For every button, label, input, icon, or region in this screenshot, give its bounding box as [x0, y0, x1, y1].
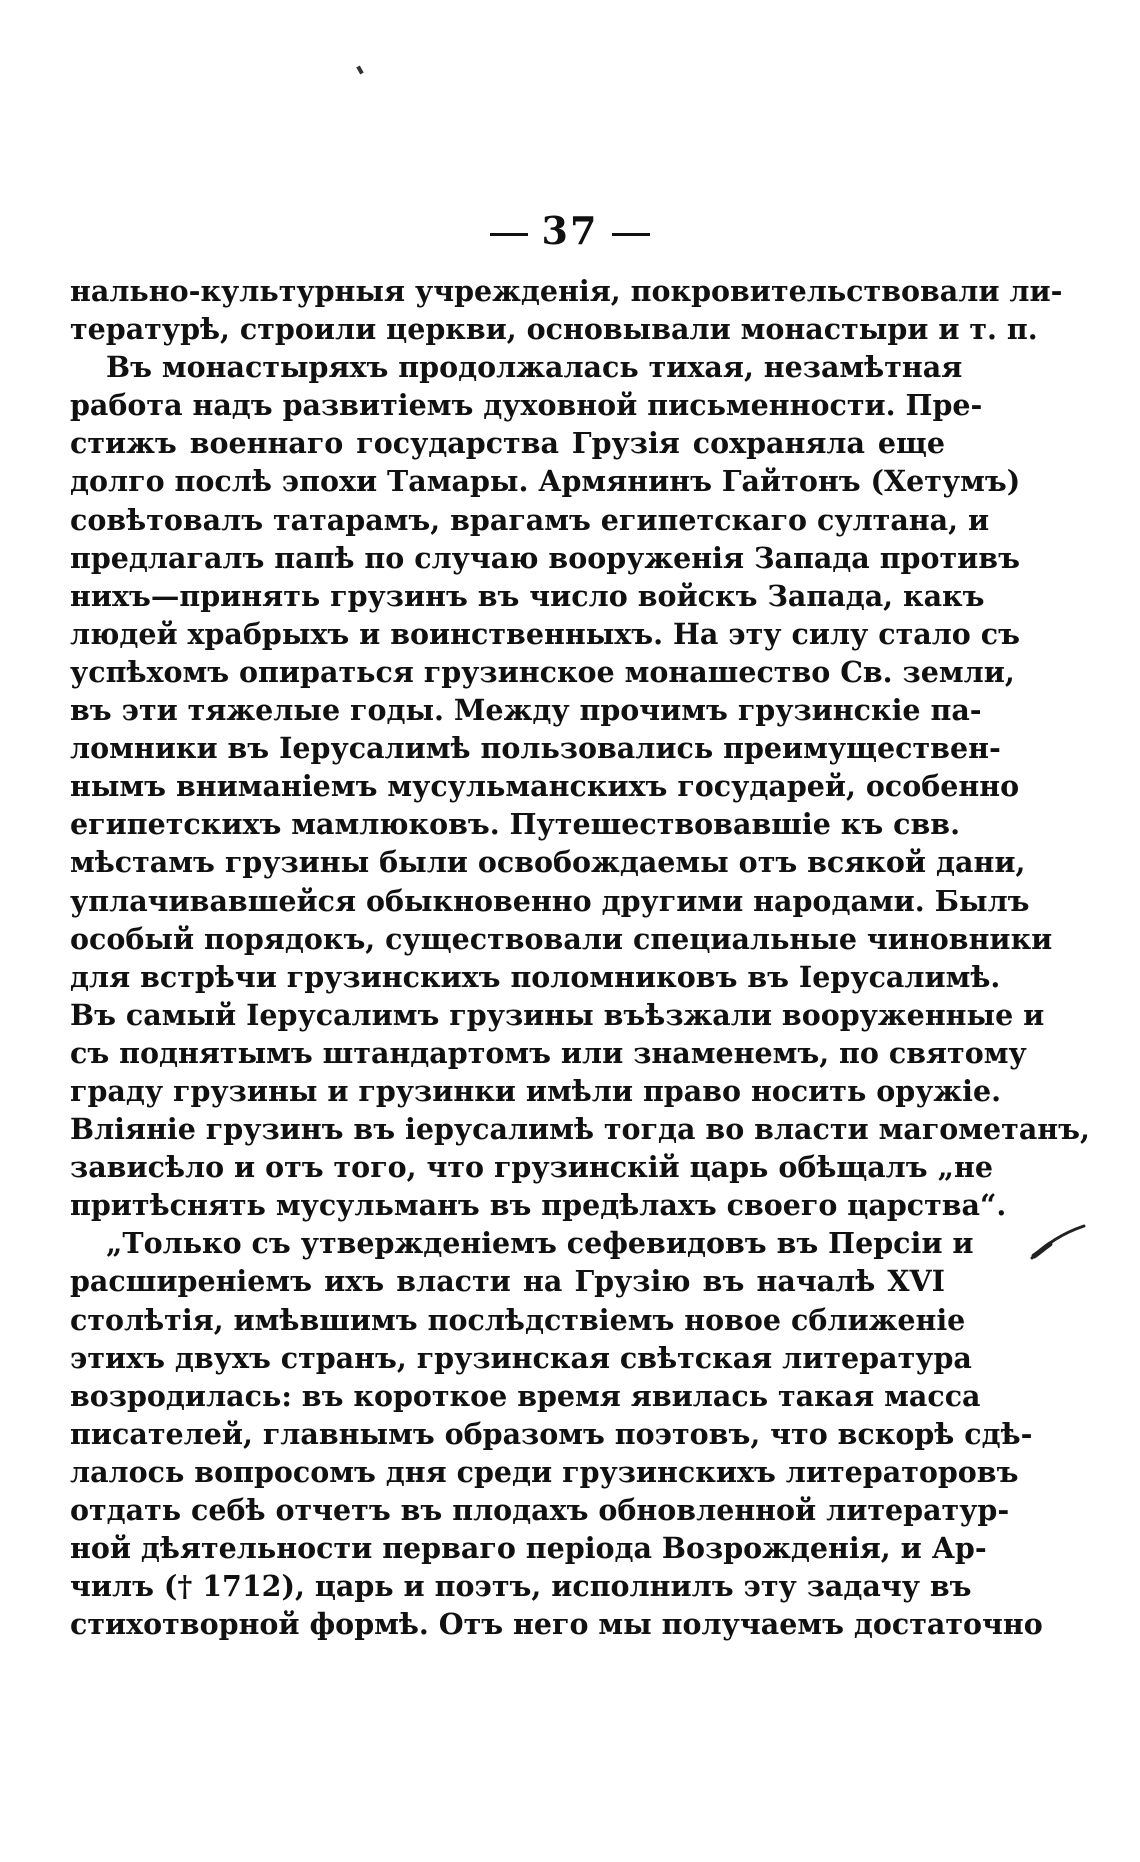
text-line: „Только съ утвержденіемъ сефевидовъ въ Персіи и	[106, 1226, 974, 1261]
left-dash	[490, 233, 528, 236]
text-line: мѣстамъ грузины были освобождаемы отъ всякой дани,	[70, 845, 1026, 880]
text-line: писателей, главнымъ образомъ поэтовъ, что вскорѣ сдѣ-	[70, 1416, 1033, 1451]
text-line: Въ самый Іерусалимъ грузины въѣзжали вооруженные и	[70, 997, 1045, 1032]
text-line: Въ монастыряхъ продолжалась тихая, незамѣтная	[106, 350, 963, 385]
ink-speck	[356, 66, 363, 75]
text-line: предлагалъ папѣ по случаю вооруженія Запада противъ	[70, 540, 1020, 575]
text-line: притѣснять мусульманъ въ предѣлахъ своего царства“.	[70, 1188, 1007, 1223]
text-line: успѣхомъ опираться грузинское монашество Св. земли,	[70, 654, 1015, 689]
text-line: ной дѣятельности перваго періода Возрожденія, и Ар-	[70, 1531, 987, 1566]
pencil-mark-icon	[1030, 1222, 1086, 1262]
text-line: зависѣло и отъ того, что грузинскій царь обѣщалъ „не	[70, 1150, 993, 1185]
text-line: стижъ военнаго государства Грузія сохраняла еще	[70, 426, 945, 461]
text-line: египетскихъ мамлюковъ. Путешествовавшіе къ свв.	[70, 807, 960, 842]
right-dash	[612, 233, 650, 236]
text-line: возродилась: въ короткое время явилась такая масса	[70, 1378, 981, 1413]
text-line: съ поднятымъ штандартомъ или знаменемъ, по святому	[70, 1035, 1027, 1070]
page-number-header	[0, 208, 1140, 253]
text-line: уплачивавшейся обыкновенно другими народами. Былъ	[70, 883, 1030, 918]
text-line: отдать себѣ отчетъ въ плодахъ обновленной литератур-	[70, 1493, 1010, 1527]
text-line: стихотворной формѣ. Отъ него мы получаемъ достаточно	[70, 1607, 1043, 1642]
text-line: долго послѣ эпохи Тамары. Армянинъ Гайтонъ (Хетумъ)	[70, 464, 1021, 499]
text-line: нихъ—принять грузинъ въ число войскъ Запада, какъ	[70, 578, 985, 613]
text-line: особый порядокъ, существовали специальные чиновники	[70, 921, 1053, 956]
text-line: нально-культурныя учрежденія, покровительствовали ли-	[70, 274, 1063, 308]
text-line: тературѣ, строили церкви, основывали монастыри и т. п.	[70, 312, 1038, 347]
text-line: чилъ († 1712), царь и поэтъ, исполнилъ эту задачу въ	[70, 1569, 972, 1604]
text-line: граду грузины и грузинки имѣли право носить оружіе.	[70, 1073, 1002, 1108]
text-line: Вліяніе грузинъ въ іерусалимѣ тогда во власти магометанъ,	[70, 1112, 1090, 1147]
text-line: совѣтовалъ татарамъ, врагамъ египетскаго султана, и	[70, 502, 990, 537]
text-line: нымъ вниманіемъ мусульманскихъ государей, особенно	[70, 769, 1020, 804]
text-line: лалось вопросомъ дня среди грузинскихъ литераторовъ	[70, 1454, 1019, 1489]
text-line: для встрѣчи грузинскихъ поломниковъ въ Іерусалимѣ.	[70, 959, 1001, 994]
text-line: столѣтія, имѣвшимъ послѣдствіемъ новое сближеніе	[70, 1302, 966, 1337]
text-line: ломники въ Іерусалимѣ пользовались преимуществен-	[70, 731, 1001, 766]
text-line: этихъ двухъ странъ, грузинская свѣтская литература	[70, 1340, 972, 1375]
text-line: расширеніемъ ихъ власти на Грузію въ началѣ XVI	[70, 1264, 945, 1299]
text-line: въ эти тяжелые годы. Между прочимъ грузинскіе па-	[70, 693, 982, 728]
text-line: людей храбрыхъ и воинственныхъ. На эту силу стало съ	[70, 616, 1020, 651]
body-text	[70, 272, 1090, 1643]
page-number: 37	[541, 208, 599, 253]
text-line: работа надъ развитіемъ духовной письменности. Пре-	[70, 388, 983, 423]
